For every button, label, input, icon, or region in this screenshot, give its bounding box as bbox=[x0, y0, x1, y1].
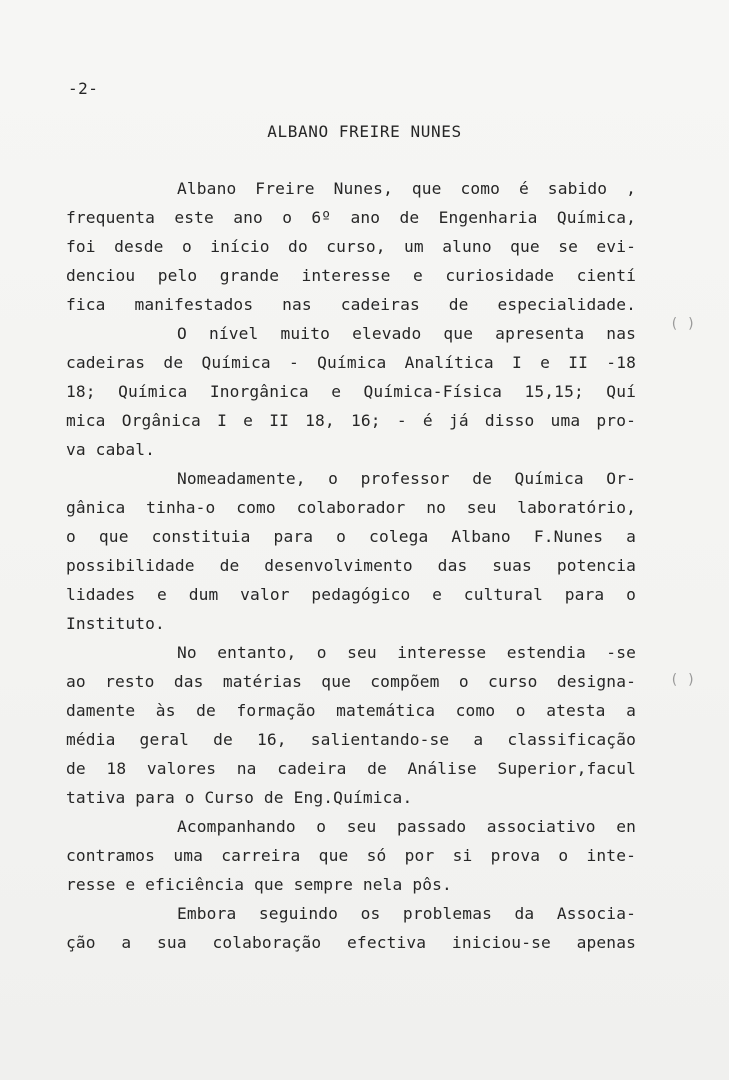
text-line: 18; Química Inorgânica e Química-Física 15,15; Quí bbox=[66, 382, 636, 401]
margin-hole-mark: ( ) bbox=[670, 672, 696, 688]
text-line: média geral de 16, salientando-se a classificação bbox=[66, 730, 636, 749]
text-line: possibilidade de desenvolvimento das suas potencia bbox=[66, 556, 636, 575]
text-line: tativa para o Curso de Eng.Química. bbox=[66, 788, 413, 807]
text-line: Acompanhando o seu passado associativo en bbox=[177, 817, 636, 836]
text-line: cadeiras de Química - Química Analítica I e II -18 bbox=[66, 353, 636, 372]
text-line: denciou pelo grande interesse e curiosidade cientí bbox=[66, 266, 636, 285]
document-title: ALBANO FREIRE NUNES bbox=[267, 122, 462, 141]
text-line: Embora seguindo os problemas da Associa- bbox=[177, 904, 636, 923]
margin-hole-mark: ( ) bbox=[670, 316, 696, 332]
text-line: o que constituia para o colega Albano F.Nunes a bbox=[66, 527, 636, 546]
text-line: Albano Freire Nunes, que como é sabido , bbox=[177, 179, 636, 198]
text-line: gânica tinha-o como colaborador no seu laboratório, bbox=[66, 498, 636, 517]
text-line: lidades e dum valor pedagógico e cultural para o bbox=[66, 585, 636, 604]
text-line: No entanto, o seu interesse estendia -se bbox=[177, 643, 636, 662]
text-line: frequenta este ano o 6º ano de Engenharia Química, bbox=[66, 208, 636, 227]
text-line: damente às de formação matemática como o atesta a bbox=[66, 701, 636, 720]
text-line: va cabal. bbox=[66, 440, 156, 459]
text-line: ção a sua colaboração efectiva iniciou-se apenas bbox=[66, 933, 636, 952]
body-text bbox=[66, 174, 636, 957]
text-line: resse e eficiência que sempre nela pôs. bbox=[66, 875, 452, 894]
page-number: -2- bbox=[68, 79, 99, 98]
text-line: contramos uma carreira que só por si prova o inte- bbox=[66, 846, 636, 865]
text-line: foi desde o início do curso, um aluno que se evi- bbox=[66, 237, 636, 256]
text-line: mica Orgânica I e II 18, 16; - é já disso uma pro- bbox=[66, 411, 636, 430]
text-line: Nomeadamente, o professor de Química Or- bbox=[177, 469, 636, 488]
text-line: ao resto das matérias que compõem o curso designa- bbox=[66, 672, 636, 691]
text-line: fica manifestados nas cadeiras de especialidade. bbox=[66, 295, 636, 314]
text-line: de 18 valores na cadeira de Análise Superior,facul bbox=[66, 759, 636, 778]
text-line: Instituto. bbox=[66, 614, 165, 633]
text-line: O nível muito elevado que apresenta nas bbox=[177, 324, 636, 343]
